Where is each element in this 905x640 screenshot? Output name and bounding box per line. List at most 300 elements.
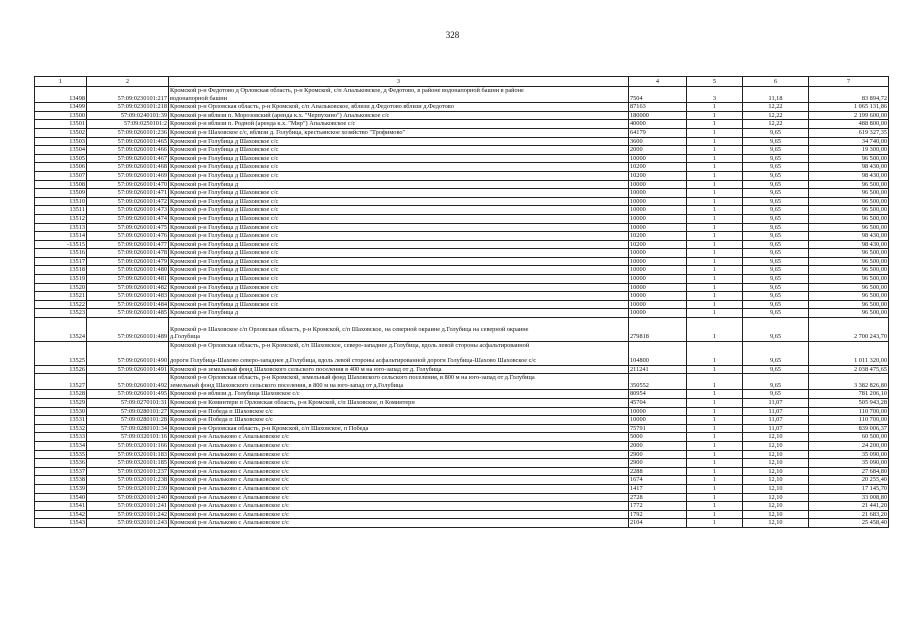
cadastral-number: 57:09:0260101:472 <box>87 197 169 206</box>
location-description <box>169 137 629 146</box>
location-description <box>169 459 629 468</box>
rate: 12,10 <box>743 493 809 502</box>
cadastral-number: 57:09:0260101:483 <box>87 292 169 301</box>
rate: 9,65 <box>743 275 809 284</box>
location-description <box>169 441 629 450</box>
location-description <box>169 249 629 258</box>
cadastral-value: 96 500,00 <box>809 206 889 215</box>
rate: 9,65 <box>743 189 809 198</box>
area: 180000 <box>629 111 687 120</box>
row-number: 13523 <box>35 309 87 318</box>
cadastral-number: 57:09:0320101:240 <box>87 493 169 502</box>
area: 10000 <box>629 292 687 301</box>
location-description <box>169 341 629 365</box>
cadastral-number: 57:09:0320101:16 <box>87 433 169 442</box>
location-description <box>169 189 629 198</box>
rate: 12,10 <box>743 484 809 493</box>
location-line: Кромской р-н Голубица д Шаховское с/с <box>170 214 279 222</box>
category: 1 <box>687 249 743 258</box>
row-number: 13512 <box>35 214 87 223</box>
row-number: 13513 <box>35 223 87 232</box>
category: 1 <box>687 214 743 223</box>
location-line: Кромской р-н Голубица д Шаховское с/с <box>170 283 279 291</box>
location-line: Кромской р-н Апальково с Апальковское с/с <box>170 459 289 467</box>
table-row <box>35 309 889 318</box>
cadastral-number: 57:09:0320101:241 <box>87 502 169 511</box>
row-number: 13518 <box>35 266 87 275</box>
location-line: Кромской р-н Апальково с Апальковское с/с <box>170 476 289 484</box>
rate: 11,07 <box>743 416 809 425</box>
cadastral-number: 57:09:0260101:484 <box>87 300 169 309</box>
table-row <box>35 292 889 301</box>
row-number: -13515 <box>35 240 87 249</box>
rate: 11,18 <box>743 87 809 103</box>
table-row <box>35 197 889 206</box>
location-line: Кромской р-н Орловская область, р-н Кромской, с/п Шаховское, северо-западнее д.Голубица, вдоль левой стороны асфальтированной <box>170 341 530 349</box>
row-number: 13532 <box>35 424 87 433</box>
table-row <box>35 441 889 450</box>
row-number: 13505 <box>35 154 87 163</box>
rate: 9,65 <box>743 206 809 215</box>
cadastral-value: 781 206,10 <box>809 390 889 399</box>
cadastral-value: 27 684,80 <box>809 467 889 476</box>
category: 1 <box>687 180 743 189</box>
category: 1 <box>687 365 743 374</box>
location-description <box>169 120 629 129</box>
cadastral-value: 96 500,00 <box>809 197 889 206</box>
cadastral-number: 57:09:0270101:31 <box>87 398 169 407</box>
row-number: 13527 <box>35 374 87 390</box>
location-line: Кромской р-н Голубица д Шаховское с/с <box>170 249 279 257</box>
area: 10000 <box>629 249 687 258</box>
table-row <box>35 390 889 399</box>
cadastral-value: 25 458,40 <box>809 519 889 528</box>
cadastral-value: 96 500,00 <box>809 300 889 309</box>
cadastral-value: 2 038 475,65 <box>809 365 889 374</box>
area: 3600 <box>629 137 687 146</box>
table-row <box>35 459 889 468</box>
rate: 9,65 <box>743 249 809 258</box>
cadastral-value: 96 500,00 <box>809 214 889 223</box>
location-line: Кромской р-н вблизи п. Морозовский (аренда к.х. "Черпухино") Апальковское с/с <box>170 111 390 119</box>
table-row <box>35 214 889 223</box>
land-registry-table <box>34 76 889 528</box>
category: 1 <box>687 283 743 292</box>
row-number: 13522 <box>35 300 87 309</box>
location-line: Кромской р-н Апальково с Апальковское с/с <box>170 519 289 527</box>
area: 2000 <box>629 146 687 155</box>
location-description <box>169 111 629 120</box>
category: 1 <box>687 467 743 476</box>
cadastral-value: 98 430,00 <box>809 171 889 180</box>
cadastral-value: 2 199 600,00 <box>809 111 889 120</box>
rate: 12,10 <box>743 510 809 519</box>
cadastral-value: 96 500,00 <box>809 189 889 198</box>
rate: 9,65 <box>743 232 809 241</box>
cadastral-value: 17 145,70 <box>809 484 889 493</box>
rate: 9,65 <box>743 365 809 374</box>
category: 1 <box>687 189 743 198</box>
cadastral-number: 57:09:0260101:485 <box>87 309 169 318</box>
category: 1 <box>687 257 743 266</box>
cadastral-number: 57:09:0260101:482 <box>87 283 169 292</box>
area: 10000 <box>629 197 687 206</box>
rate: 12,10 <box>743 433 809 442</box>
row-number: 13519 <box>35 275 87 284</box>
area: 10000 <box>629 206 687 215</box>
location-line: Кромской р-н Шаховское с/п Орловская область, р-н Кромской, с/п Шаховское, на северной окраине д.Голубица на северной окраине <box>170 325 529 333</box>
row-number: 13539 <box>35 484 87 493</box>
location-description <box>169 493 629 502</box>
cadastral-value: 505 943,28 <box>809 398 889 407</box>
header-col-4: 4 <box>629 77 687 87</box>
category: 1 <box>687 493 743 502</box>
location-description <box>169 103 629 112</box>
cadastral-value: 98 430,00 <box>809 240 889 249</box>
location-description <box>169 365 629 374</box>
cadastral-number: 57:09:0260101:491 <box>87 365 169 374</box>
rate: 12,10 <box>743 519 809 528</box>
location-description <box>169 300 629 309</box>
cadastral-value: 96 500,00 <box>809 223 889 232</box>
location-line: Кромской р-н Апальково с Апальковское с/с <box>170 484 289 492</box>
location-line: Кромской р-н Апальково с Апальковское с/с <box>170 467 289 475</box>
table-row <box>35 283 889 292</box>
cadastral-number: 57:09:0260101:481 <box>87 275 169 284</box>
location-line: Кромской р-н Голубица д Шаховское с/с <box>170 292 279 300</box>
cadastral-number: 57:09:0260101:478 <box>87 249 169 258</box>
area: 7504 <box>629 87 687 103</box>
category: 1 <box>687 398 743 407</box>
location-line: Кромской р-н Голубица д Шаховское с/с <box>170 197 279 205</box>
location-line: Кромской р-н Голубица д Шаховское с/с <box>170 300 279 308</box>
category: 1 <box>687 450 743 459</box>
location-line: Кромской р-н Голубица д <box>170 309 239 317</box>
row-number: 13528 <box>35 390 87 399</box>
location-description <box>169 223 629 232</box>
location-line: д.Голубица <box>170 333 200 341</box>
row-number: 13514 <box>35 232 87 241</box>
table-body <box>35 87 889 528</box>
location-line: Кромской р-н Орловская область, р-н Кромской, земельный фонд Шаховского сельского поселения, в 800 м на юго-запад от д.Голубица <box>170 374 535 382</box>
cadastral-number: 57:09:0320101:242 <box>87 510 169 519</box>
location-line: Кромской р-н Голубица д Шаховское с/с <box>170 146 279 154</box>
header-col-3: 3 <box>169 77 629 87</box>
category: 1 <box>687 424 743 433</box>
category: 3 <box>687 87 743 103</box>
table-row <box>35 484 889 493</box>
area: 350552 <box>629 374 687 390</box>
category: 1 <box>687 120 743 129</box>
location-description <box>169 214 629 223</box>
cadastral-value: 488 800,00 <box>809 120 889 129</box>
cadastral-value: 35 090,00 <box>809 450 889 459</box>
category: 1 <box>687 309 743 318</box>
cadastral-number: 57:09:0260101:474 <box>87 214 169 223</box>
area: 104800 <box>629 341 687 365</box>
area: 10200 <box>629 232 687 241</box>
rate: 9,65 <box>743 154 809 163</box>
row-number: 13520 <box>35 283 87 292</box>
row-number: 13498 <box>35 87 87 103</box>
location-line: Кромской р-н Голубица д Шаховское с/с <box>170 137 279 145</box>
cadastral-number: 57:09:0230101:218 <box>87 103 169 112</box>
row-number: 13508 <box>35 180 87 189</box>
category: 1 <box>687 374 743 390</box>
location-description <box>169 433 629 442</box>
cadastral-number: 57:09:0260101:471 <box>87 189 169 198</box>
cadastral-number: 57:09:0260101:492 <box>87 374 169 390</box>
location-description <box>169 450 629 459</box>
rate: 9,65 <box>743 309 809 318</box>
area: 1417 <box>629 484 687 493</box>
rate: 9,65 <box>743 266 809 275</box>
rate: 9,65 <box>743 257 809 266</box>
category: 1 <box>687 459 743 468</box>
area: 10000 <box>629 416 687 425</box>
rate: 9,65 <box>743 180 809 189</box>
area: 5000 <box>629 433 687 442</box>
cadastral-number: 57:09:0260101:465 <box>87 137 169 146</box>
table-row <box>35 171 889 180</box>
cadastral-value: 33 008,80 <box>809 493 889 502</box>
area: 2728 <box>629 493 687 502</box>
cadastral-number: 57:09:0320101:166 <box>87 441 169 450</box>
row-number: 13507 <box>35 171 87 180</box>
table-row <box>35 180 889 189</box>
category: 1 <box>687 476 743 485</box>
table-row <box>35 365 889 374</box>
category: 1 <box>687 223 743 232</box>
location-description <box>169 398 629 407</box>
header-col-7: 7 <box>809 77 889 87</box>
location-description <box>169 510 629 519</box>
category: 1 <box>687 103 743 112</box>
rate: 12,10 <box>743 459 809 468</box>
location-line <box>170 318 627 326</box>
table-row <box>35 120 889 129</box>
area: 1674 <box>629 476 687 485</box>
rate: 9,65 <box>743 318 809 342</box>
table-row <box>35 257 889 266</box>
area: 10000 <box>629 275 687 284</box>
cadastral-number: 57:09:0260101:477 <box>87 240 169 249</box>
table-row <box>35 128 889 137</box>
table-row <box>35 232 889 241</box>
table-row <box>35 163 889 172</box>
location-description <box>169 292 629 301</box>
area: 10000 <box>629 189 687 198</box>
rate: 9,65 <box>743 240 809 249</box>
table-row <box>35 318 889 342</box>
cadastral-number: 57:09:0320101:185 <box>87 459 169 468</box>
table-row <box>35 407 889 416</box>
page-number: 328 <box>445 30 460 40</box>
location-line: Кромской р-н Голубица д Шаховское с/с <box>170 275 279 283</box>
table-row <box>35 223 889 232</box>
rate: 12,22 <box>743 120 809 129</box>
category: 1 <box>687 441 743 450</box>
location-line: Кромской р-н Голубица д Шаховское с/с <box>170 240 279 248</box>
row-number: 13500 <box>35 111 87 120</box>
location-line: Кромской р-н вблизи п. Родной (аренда к.х. "Мир") Апальковское с/с <box>170 120 356 128</box>
location-line: Кромской р-н Федотово д Орловская область, р-н Кромской, с/п Апальковское, д Федотово, в районе водонапорной башни в районе <box>170 87 524 94</box>
area: 211241 <box>629 365 687 374</box>
table-row <box>35 433 889 442</box>
cadastral-value: 619 327,35 <box>809 128 889 137</box>
table-row <box>35 300 889 309</box>
category: 1 <box>687 154 743 163</box>
cadastral-number: 57:09:0260101:236 <box>87 128 169 137</box>
rate: 9,65 <box>743 137 809 146</box>
table-row <box>35 103 889 112</box>
row-number: 13517 <box>35 257 87 266</box>
rate: 12,22 <box>743 103 809 112</box>
area: 80954 <box>629 390 687 399</box>
location-description <box>169 416 629 425</box>
header-col-5: 5 <box>687 77 743 87</box>
table-row <box>35 398 889 407</box>
location-line: Кромской р-н Голубица д Шаховское с/с <box>170 223 279 231</box>
table-row <box>35 87 889 103</box>
row-number: 13503 <box>35 137 87 146</box>
row-number: 13533 <box>35 433 87 442</box>
cadastral-value: 35 090,00 <box>809 459 889 468</box>
location-line: Кромской р-н Апальково с Апальковское с/с <box>170 510 289 518</box>
cadastral-number: 57:09:0320101:237 <box>87 467 169 476</box>
cadastral-number: 57:09:0260101:489 <box>87 318 169 342</box>
table-row <box>35 111 889 120</box>
category: 1 <box>687 484 743 493</box>
category: 1 <box>687 300 743 309</box>
table-row <box>35 519 889 528</box>
rate: 11,07 <box>743 424 809 433</box>
area: 75791 <box>629 424 687 433</box>
area: 10000 <box>629 223 687 232</box>
cadastral-number: 57:09:0240101:39 <box>87 111 169 120</box>
cadastral-value: 21 441,20 <box>809 502 889 511</box>
row-number: 13535 <box>35 450 87 459</box>
category: 1 <box>687 163 743 172</box>
location-line: Кромской р-н Голубица д Шаховское с/с <box>170 206 279 214</box>
category: 1 <box>687 206 743 215</box>
cadastral-number: 57:09:0280101:34 <box>87 424 169 433</box>
location-description <box>169 484 629 493</box>
area: 45704 <box>629 398 687 407</box>
location-description <box>169 206 629 215</box>
location-description <box>169 197 629 206</box>
category: 1 <box>687 275 743 284</box>
row-number: 13504 <box>35 146 87 155</box>
cadastral-number: 57:09:0320101:238 <box>87 476 169 485</box>
rate: 11,07 <box>743 407 809 416</box>
row-number: 13529 <box>35 398 87 407</box>
location-description <box>169 257 629 266</box>
table-row <box>35 374 889 390</box>
location-description <box>169 519 629 528</box>
row-number: 13510 <box>35 197 87 206</box>
cadastral-value: 96 500,00 <box>809 292 889 301</box>
row-number: 13537 <box>35 467 87 476</box>
category: 1 <box>687 128 743 137</box>
header-col-2: 2 <box>87 77 169 87</box>
location-description <box>169 163 629 172</box>
area: 64179 <box>629 128 687 137</box>
category: 1 <box>687 111 743 120</box>
row-number: 13526 <box>35 365 87 374</box>
area: 10000 <box>629 214 687 223</box>
category: 1 <box>687 292 743 301</box>
cadastral-value: 110 700,00 <box>809 407 889 416</box>
cadastral-value: 1 065 131,86 <box>809 103 889 112</box>
location-description <box>169 154 629 163</box>
location-line: Кромской р-н Апальково с Апальковское с/с <box>170 502 289 510</box>
location-line: Кромской р-н вблизи д. Голубица Шаховское с/с <box>170 390 300 398</box>
cadastral-value: 83 894,72 <box>809 87 889 103</box>
location-line <box>170 349 627 357</box>
location-description <box>169 171 629 180</box>
location-line: Кромской р-н Победа п Шаховское с/с <box>170 416 273 424</box>
area: 10000 <box>629 300 687 309</box>
area: 40000 <box>629 120 687 129</box>
row-number: 13524 <box>35 318 87 342</box>
rate: 12,10 <box>743 467 809 476</box>
location-line: дороги Голубица-Шахово северо-западнее д.Голубица, вдоль левой стороны асфальтированной дороги Голубица-Шахово Шаховское с/с <box>170 357 537 364</box>
area: 10200 <box>629 163 687 172</box>
cadastral-value: 110 700,00 <box>809 416 889 425</box>
table-row <box>35 275 889 284</box>
location-line: Кромской р-н Голубица д <box>170 180 239 188</box>
rate: 9,65 <box>743 223 809 232</box>
category: 1 <box>687 266 743 275</box>
cadastral-number: 57:09:0260101:467 <box>87 154 169 163</box>
location-line: Кромской р-н Голубица д Шаховское с/с <box>170 189 279 197</box>
cadastral-number: 57:09:0320101:239 <box>87 484 169 493</box>
row-number: 13521 <box>35 292 87 301</box>
row-number: 13525 <box>35 341 87 365</box>
area: 10000 <box>629 266 687 275</box>
cadastral-value: 96 500,00 <box>809 283 889 292</box>
rate: 9,65 <box>743 283 809 292</box>
location-line: Кромской р-н Голубица д Шаховское с/с <box>170 257 279 265</box>
row-number: 13501 <box>35 120 87 129</box>
area: 1772 <box>629 502 687 511</box>
cadastral-value: 1 011 320,00 <box>809 341 889 365</box>
cadastral-number: 57:09:0260101:466 <box>87 146 169 155</box>
location-line: Кромской р-н Апальково с Апальковское с/с <box>170 493 289 501</box>
header-col-6: 6 <box>743 77 809 87</box>
cadastral-value: 839 006,37 <box>809 424 889 433</box>
category: 1 <box>687 240 743 249</box>
location-line: Кромской р-н Голубица д Шаховское с/с <box>170 232 279 240</box>
location-line: Кромской р-н Апальково с Апальковское с/с <box>170 441 289 449</box>
rate: 12,22 <box>743 111 809 120</box>
table-row <box>35 146 889 155</box>
location-line: Кромской р-н Апальково с Апальковское с/с <box>170 433 289 441</box>
cadastral-number: 57:09:0260101:479 <box>87 257 169 266</box>
location-description <box>169 424 629 433</box>
area: 10000 <box>629 154 687 163</box>
area: 10200 <box>629 240 687 249</box>
area: 10000 <box>629 283 687 292</box>
table-row <box>35 189 889 198</box>
category: 1 <box>687 232 743 241</box>
table-row <box>35 249 889 258</box>
rate: 9,65 <box>743 292 809 301</box>
rate: 9,65 <box>743 128 809 137</box>
location-description <box>169 318 629 342</box>
row-number: 13530 <box>35 407 87 416</box>
